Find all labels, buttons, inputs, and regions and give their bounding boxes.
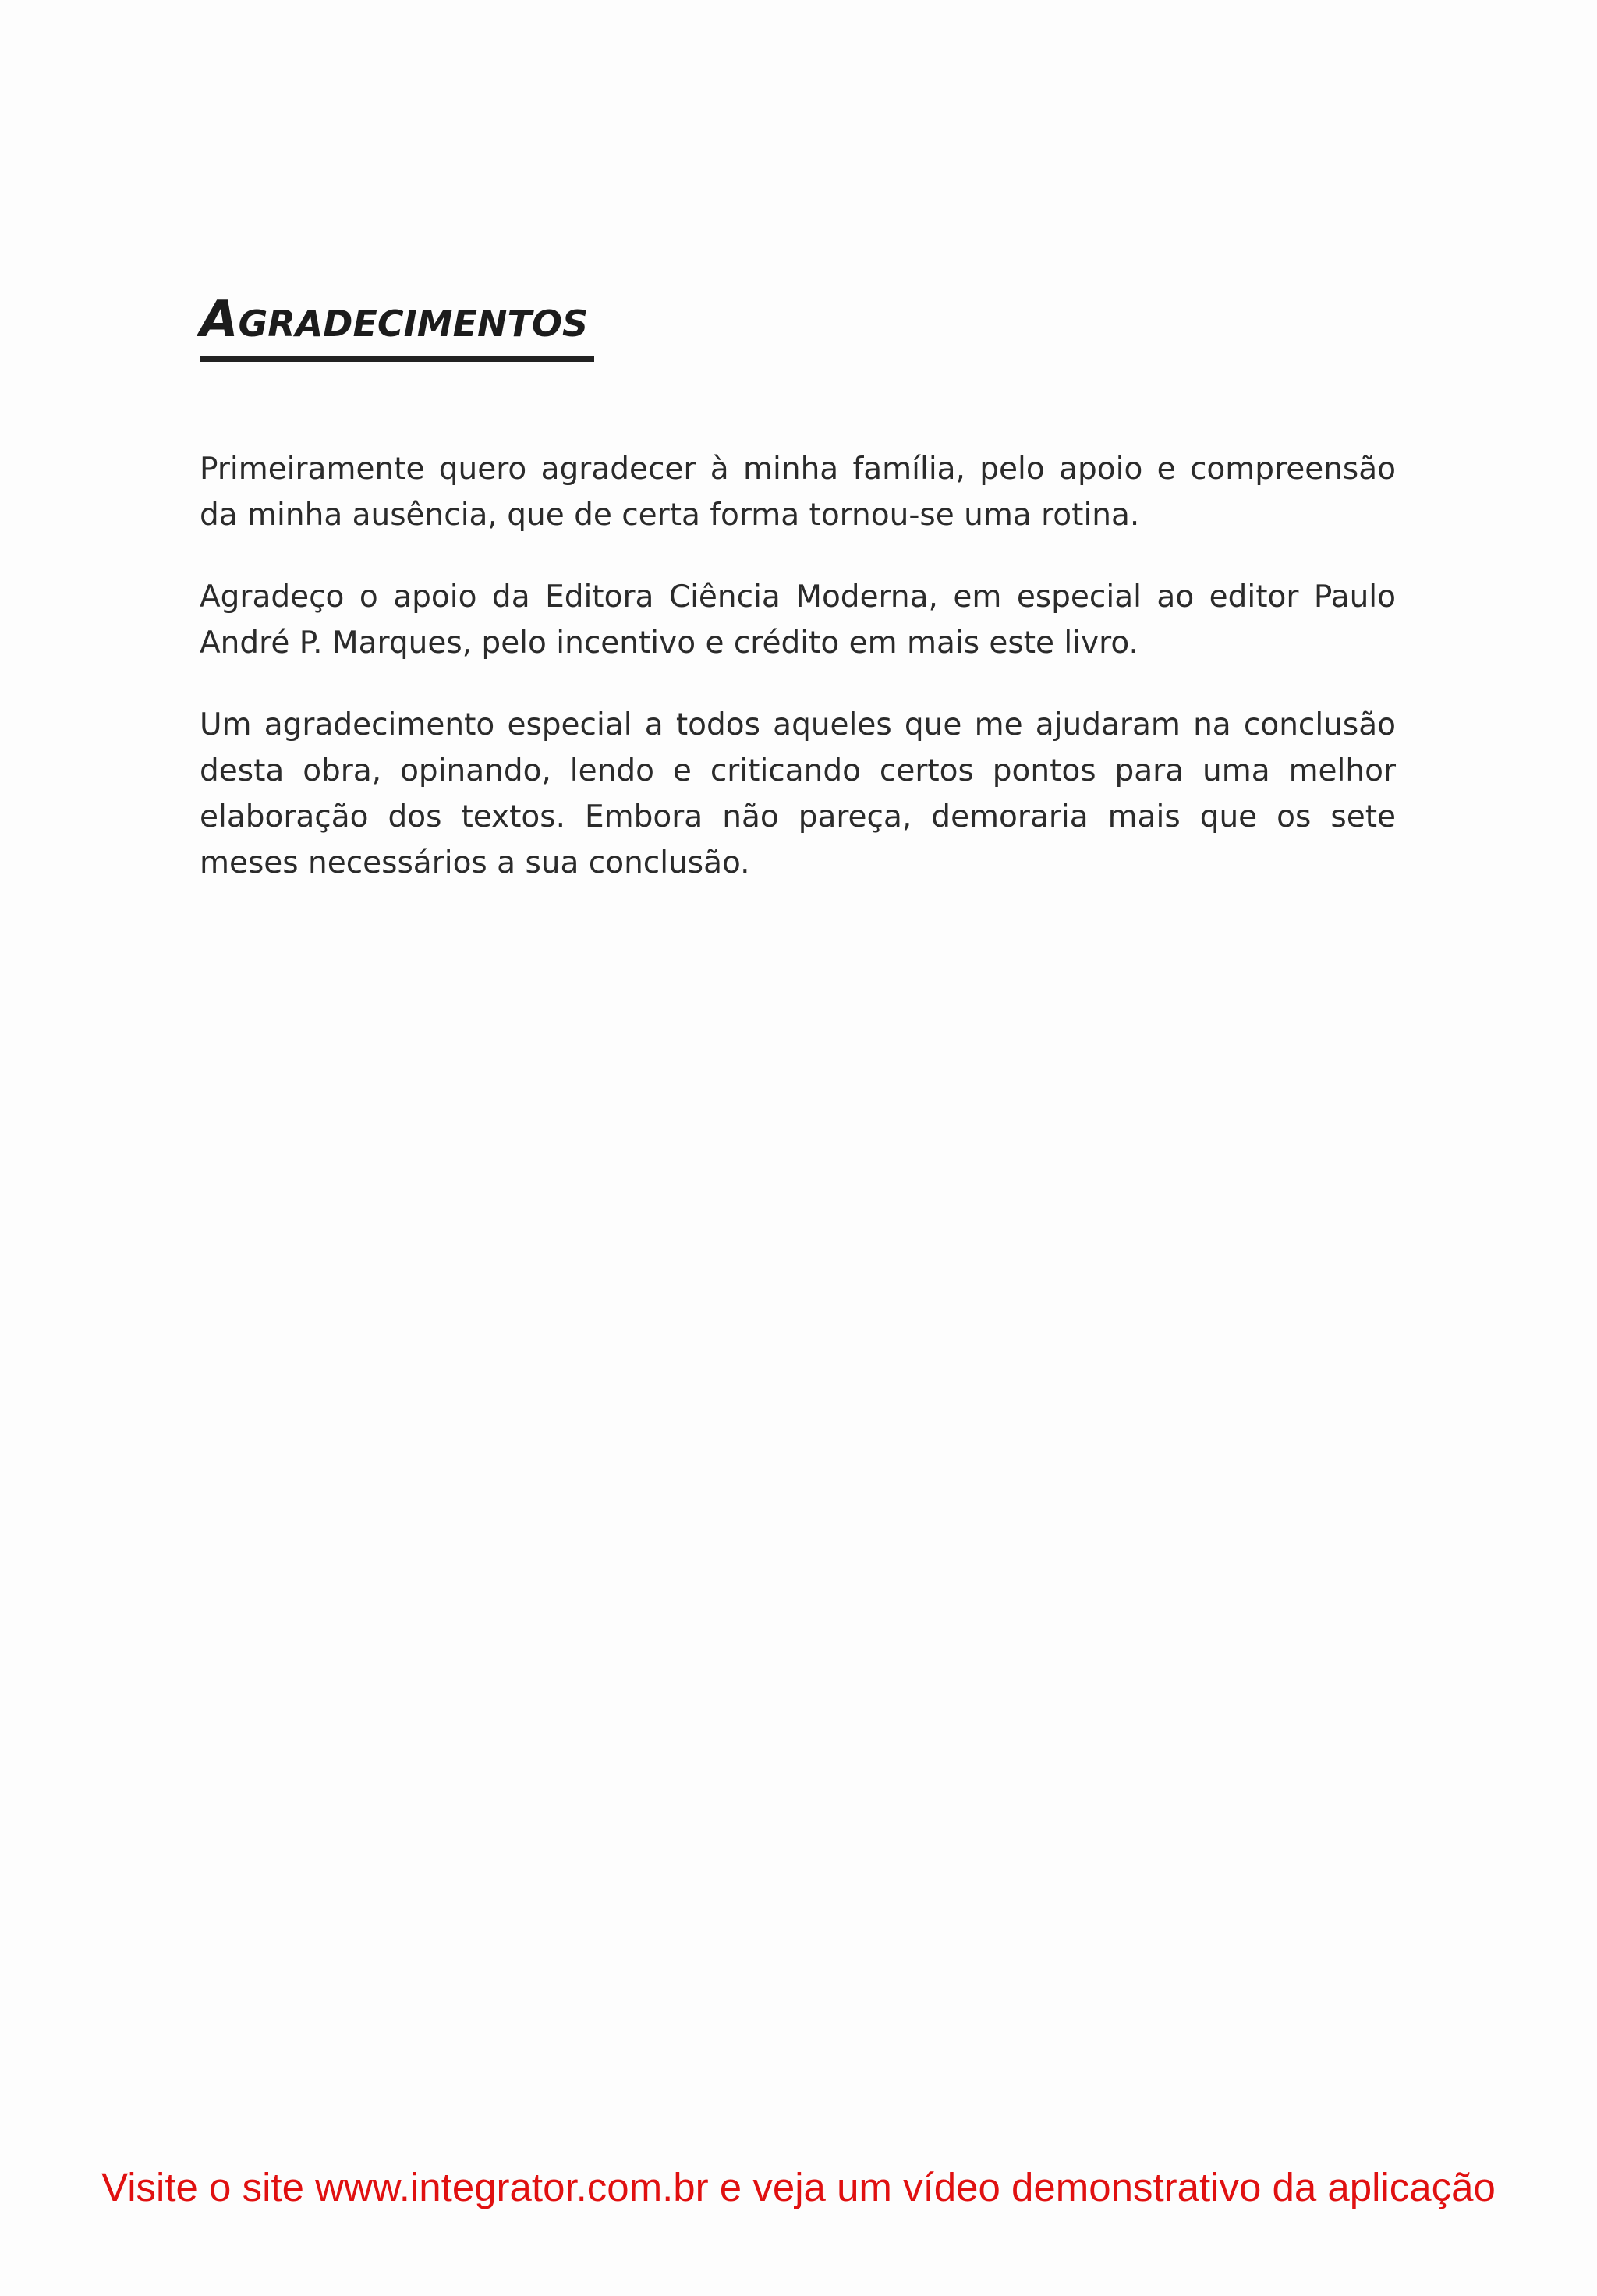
paragraph-special-thanks: Um agradecimento especial a todos aqueles que me ajudaram na conclusão desta obra, opinando, lendo e criticando certos pontos para uma melhor elaboração dos textos. Embora não pareça, demoraria mais que os sete meses necessários a sua conclusão. xyxy=(200,707,1396,880)
section-heading xyxy=(200,291,594,362)
heading-underline xyxy=(200,356,594,362)
paragraph-family: Primeiramente quero agradecer à minha família, pelo apoio e compreensão da minha ausência, que de certa forma tornou-se uma rotina. xyxy=(200,452,1396,533)
page-title xyxy=(200,291,594,349)
title-rest: GRADECIMENTOS xyxy=(238,303,589,345)
body-text xyxy=(200,446,1396,922)
paragraph-publisher: Agradeço o apoio da Editora Ciência Moderna, em especial ao editor Paulo André P. Marques, pelo incentivo e crédito em mais este livro. xyxy=(200,579,1396,661)
title-initial: A xyxy=(200,291,239,349)
footer-notice: Visite o site www.integrator.com.br e veja um vídeo demonstrativo da aplicação xyxy=(101,2165,1496,2209)
